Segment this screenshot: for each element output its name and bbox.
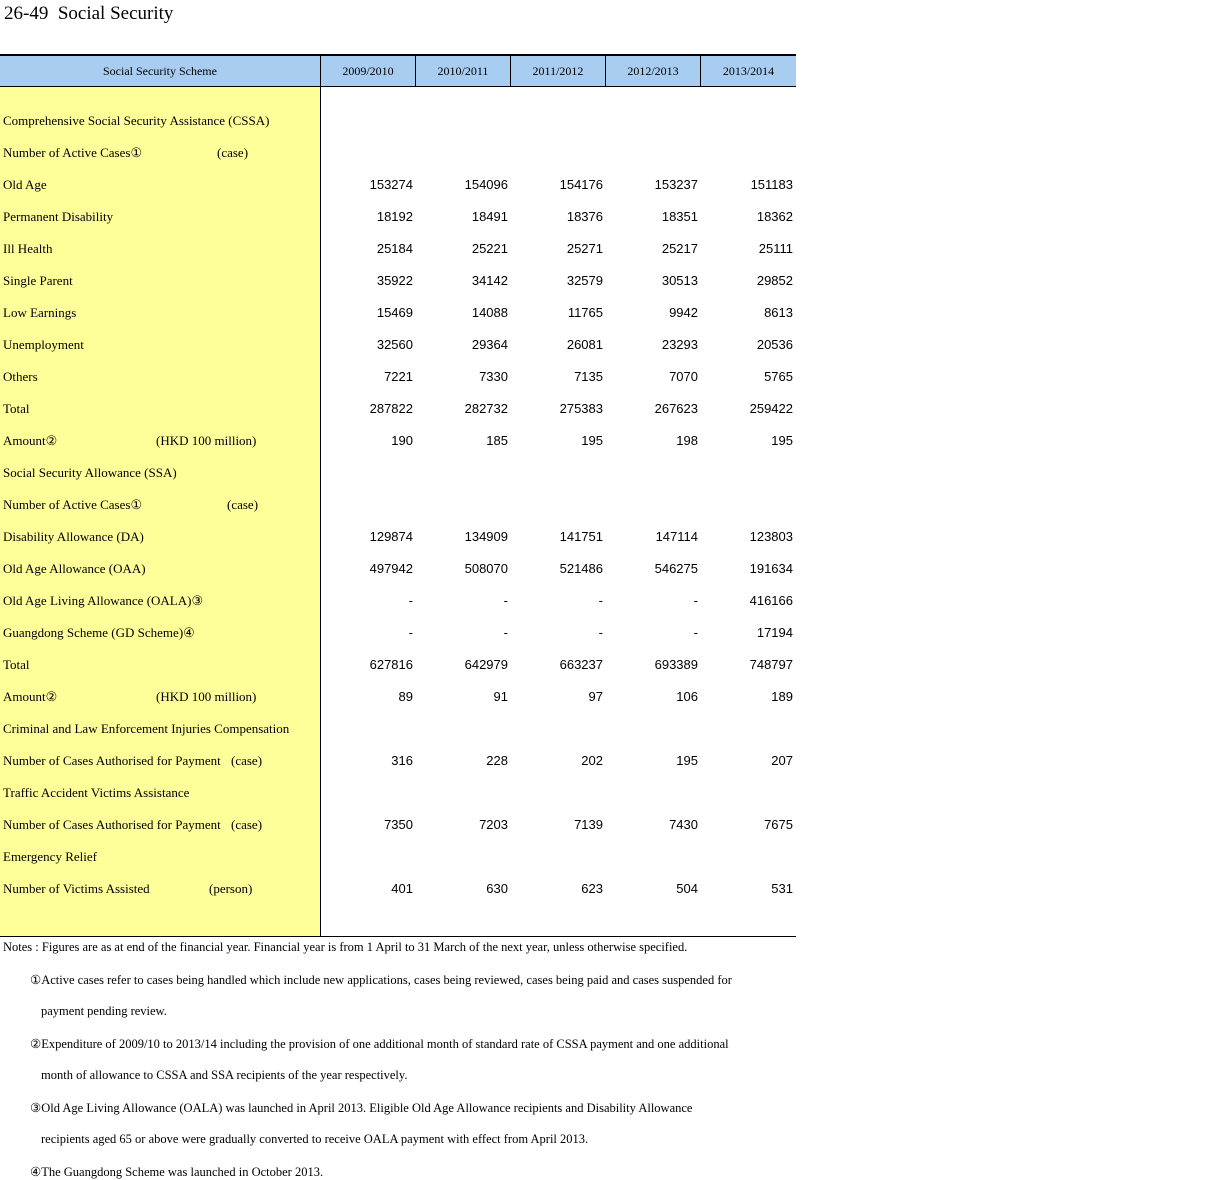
table-row xyxy=(0,713,796,745)
table-row xyxy=(0,329,796,361)
header-year-1: 2009/2010 xyxy=(320,56,415,86)
cell-value: 97 xyxy=(588,689,603,704)
cell-value: 642979 xyxy=(464,657,508,672)
cell-value: 5765 xyxy=(764,369,793,384)
cell-value: 11765 xyxy=(567,305,603,320)
page-title: 26-49 Social Security xyxy=(4,3,174,24)
cell-value: 508070 xyxy=(464,561,508,576)
header-scheme-label: Social Security Scheme xyxy=(103,64,217,78)
table-row xyxy=(0,233,796,265)
cell-value: 32579 xyxy=(566,273,603,288)
cell-value: 316 xyxy=(391,753,413,768)
cell-value: 7135 xyxy=(574,369,603,384)
cell-value: 151183 xyxy=(750,177,793,192)
table-row xyxy=(0,841,796,873)
row-label: Old Age xyxy=(3,177,47,192)
table-row xyxy=(0,873,796,905)
cell-value: 18491 xyxy=(471,209,508,224)
cell-value: - xyxy=(408,625,413,640)
cell-value: 25221 xyxy=(471,241,508,256)
table-row xyxy=(0,137,796,169)
note-2-line-2: month of allowance to CSSA and SSA recipients of the year respectively. xyxy=(41,1068,408,1082)
row-label: Social Security Allowance (SSA) xyxy=(3,465,177,480)
cell-value: 8613 xyxy=(764,305,793,320)
cell-value: 195 xyxy=(771,433,793,448)
row-label: Number of Active Cases① xyxy=(3,145,143,160)
cell-value: 7221 xyxy=(384,369,413,384)
cell-value: 32560 xyxy=(376,337,413,352)
table-row xyxy=(0,425,796,457)
table-bottom-rule xyxy=(0,936,796,937)
row-label: Ill Health xyxy=(3,241,53,256)
cell-value: 18376 xyxy=(566,209,603,224)
cell-value: 34142 xyxy=(471,273,508,288)
cell-value: 497942 xyxy=(369,561,413,576)
cell-value: 627816 xyxy=(369,657,413,672)
row-label: Amount② xyxy=(3,689,58,704)
note-1-line-2: payment pending review. xyxy=(41,1004,167,1018)
cell-value: 195 xyxy=(676,753,698,768)
cell-value: 18351 xyxy=(661,209,698,224)
cell-value: 207 xyxy=(771,753,793,768)
cell-value: 14088 xyxy=(471,305,508,320)
row-label: Others xyxy=(3,369,38,384)
cell-value: 91 xyxy=(493,689,508,704)
cell-value: - xyxy=(693,593,698,608)
cell-value: 191634 xyxy=(749,561,793,576)
cell-value: 134909 xyxy=(464,529,508,544)
header-year-5: 2013/2014 xyxy=(700,56,796,86)
cell-value: 521486 xyxy=(559,561,603,576)
note-1-line-1: ①Active cases refer to cases being handled which include new applications, cases being reviewed, cases being paid and cases suspended for xyxy=(30,973,732,987)
cell-value: 7330 xyxy=(479,369,508,384)
cell-value: 29852 xyxy=(756,273,793,288)
cell-value: 7203 xyxy=(479,817,508,832)
cell-value: 198 xyxy=(676,433,698,448)
cell-value: 185 xyxy=(486,433,508,448)
row-unit: (HKD 100 million) xyxy=(156,689,257,704)
cell-value: 141751 xyxy=(559,529,603,544)
row-label: Single Parent xyxy=(3,273,73,288)
cell-value: 287822 xyxy=(369,401,413,416)
row-unit: (case) xyxy=(231,817,263,832)
cell-value: 20536 xyxy=(756,337,793,352)
cell-value: - xyxy=(503,593,508,608)
table-row xyxy=(0,809,796,841)
table-row xyxy=(0,617,796,649)
cell-value: 663237 xyxy=(559,657,603,672)
cell-value: 275383 xyxy=(559,401,603,416)
cell-value: - xyxy=(503,625,508,640)
table-header xyxy=(0,56,796,87)
cell-value: 25184 xyxy=(376,241,413,256)
row-unit: (case) xyxy=(217,145,249,160)
row-unit: (case) xyxy=(227,497,259,512)
table-row xyxy=(0,457,796,489)
cell-value: 17194 xyxy=(756,625,793,640)
row-label: Old Age Allowance (OAA) xyxy=(3,561,146,576)
cell-value: 35922 xyxy=(376,273,413,288)
cell-value: 7675 xyxy=(764,817,793,832)
cell-value: - xyxy=(408,593,413,608)
cell-value: 106 xyxy=(676,689,698,704)
cell-value: 228 xyxy=(486,753,508,768)
row-label: Old Age Living Allowance (OALA)③ xyxy=(3,593,204,608)
note-2-line-1: ②Expenditure of 2009/10 to 2013/14 including the provision of one additional month of standard rate of CSSA payment and one additional xyxy=(30,1037,729,1051)
cell-value: 7430 xyxy=(669,817,698,832)
row-label: Emergency Relief xyxy=(3,849,97,864)
note-3-line-1: ③Old Age Living Allowance (OALA) was launched in April 2013. Eligible Old Age Allowance recipients and Disability Allowance xyxy=(30,1101,693,1115)
cell-value: 123803 xyxy=(749,529,793,544)
note-3-line-2: recipients aged 65 or above were gradually converted to receive OALA payment with effect from April 2013. xyxy=(41,1132,589,1146)
cell-value: 693389 xyxy=(654,657,698,672)
cell-value: 154096 xyxy=(464,177,508,192)
cell-value: 531 xyxy=(771,881,793,896)
table-row xyxy=(0,553,796,585)
header-year-4: 2012/2013 xyxy=(605,56,700,86)
cell-value: 25271 xyxy=(566,241,603,256)
row-label: Disability Allowance (DA) xyxy=(3,529,144,544)
cell-value: 30513 xyxy=(661,273,698,288)
row-label: Guangdong Scheme (GD Scheme)④ xyxy=(3,625,195,640)
table-row xyxy=(0,393,796,425)
cell-value: 267623 xyxy=(654,401,698,416)
table-row xyxy=(0,105,796,137)
table-row xyxy=(0,489,796,521)
cell-value: 9942 xyxy=(669,305,698,320)
table-row xyxy=(0,649,796,681)
table-row xyxy=(0,585,796,617)
cell-value: 154176 xyxy=(559,177,603,192)
cell-value: 630 xyxy=(486,881,508,896)
note-main: Notes : Figures are as at end of the financial year. Financial year is from 1 April to 31 March of the next year, unless otherwise specified. xyxy=(3,940,688,954)
cell-value: 623 xyxy=(581,881,603,896)
header-year-2: 2010/2011 xyxy=(415,56,510,86)
row-label: Criminal and Law Enforcement Injuries Compensation xyxy=(3,721,290,736)
row-label: Total xyxy=(3,657,30,672)
cell-value: 259422 xyxy=(749,401,793,416)
cell-value: 748797 xyxy=(749,657,793,672)
cell-value: 189 xyxy=(771,689,793,704)
table-row xyxy=(0,201,796,233)
cell-value: - xyxy=(598,593,603,608)
cell-value: 129874 xyxy=(369,529,413,544)
table-row xyxy=(0,265,796,297)
row-label: Total xyxy=(3,401,30,416)
row-label: Number of Cases Authorised for Payment xyxy=(3,753,221,768)
row-unit: (person) xyxy=(209,881,253,896)
cell-value: 25217 xyxy=(661,241,698,256)
cell-value: 7139 xyxy=(574,817,603,832)
cell-value: 18192 xyxy=(376,209,413,224)
cell-value: - xyxy=(598,625,603,640)
cell-value: 7070 xyxy=(669,369,698,384)
cell-value: 190 xyxy=(391,433,413,448)
row-label: Permanent Disability xyxy=(3,209,114,224)
cell-value: 504 xyxy=(676,881,698,896)
cell-value: 26081 xyxy=(566,337,603,352)
cell-value: 282732 xyxy=(464,401,508,416)
cell-value: 15469 xyxy=(376,305,413,320)
row-unit: (HKD 100 million) xyxy=(156,433,257,448)
table-row xyxy=(0,361,796,393)
table-row xyxy=(0,777,796,809)
cell-value: 89 xyxy=(398,689,413,704)
cell-value: 25111 xyxy=(758,241,793,256)
table-row xyxy=(0,297,796,329)
cell-value: 401 xyxy=(391,881,413,896)
row-label: Number of Victims Assisted xyxy=(3,881,150,896)
header-year-3: 2011/2012 xyxy=(510,56,605,86)
row-label: Amount② xyxy=(3,433,58,448)
cell-value: 23293 xyxy=(661,337,698,352)
table-row xyxy=(0,681,796,713)
cell-value: 147114 xyxy=(655,529,698,544)
cell-value: 416166 xyxy=(749,593,793,608)
row-label: Traffic Accident Victims Assistance xyxy=(3,785,190,800)
cell-value: 29364 xyxy=(471,337,508,352)
cell-value: 7350 xyxy=(384,817,413,832)
cell-value: 153237 xyxy=(654,177,698,192)
cell-value: 18362 xyxy=(756,209,793,224)
cell-value: 546275 xyxy=(654,561,698,576)
row-label: Unemployment xyxy=(3,337,84,352)
cell-value: 202 xyxy=(581,753,603,768)
row-label: Low Earnings xyxy=(3,305,77,320)
cell-value: 153274 xyxy=(369,177,413,192)
row-label: Comprehensive Social Security Assistance (CSSA) xyxy=(3,113,270,128)
cell-value: 195 xyxy=(581,433,603,448)
table-row xyxy=(0,169,796,201)
note-4: ④The Guangdong Scheme was launched in October 2013. xyxy=(30,1165,324,1179)
table-row xyxy=(0,745,796,777)
cell-value: - xyxy=(693,625,698,640)
row-label: Number of Active Cases① xyxy=(3,497,143,512)
row-label: Number of Cases Authorised for Payment xyxy=(3,817,221,832)
table-row xyxy=(0,521,796,553)
row-unit: (case) xyxy=(231,753,263,768)
